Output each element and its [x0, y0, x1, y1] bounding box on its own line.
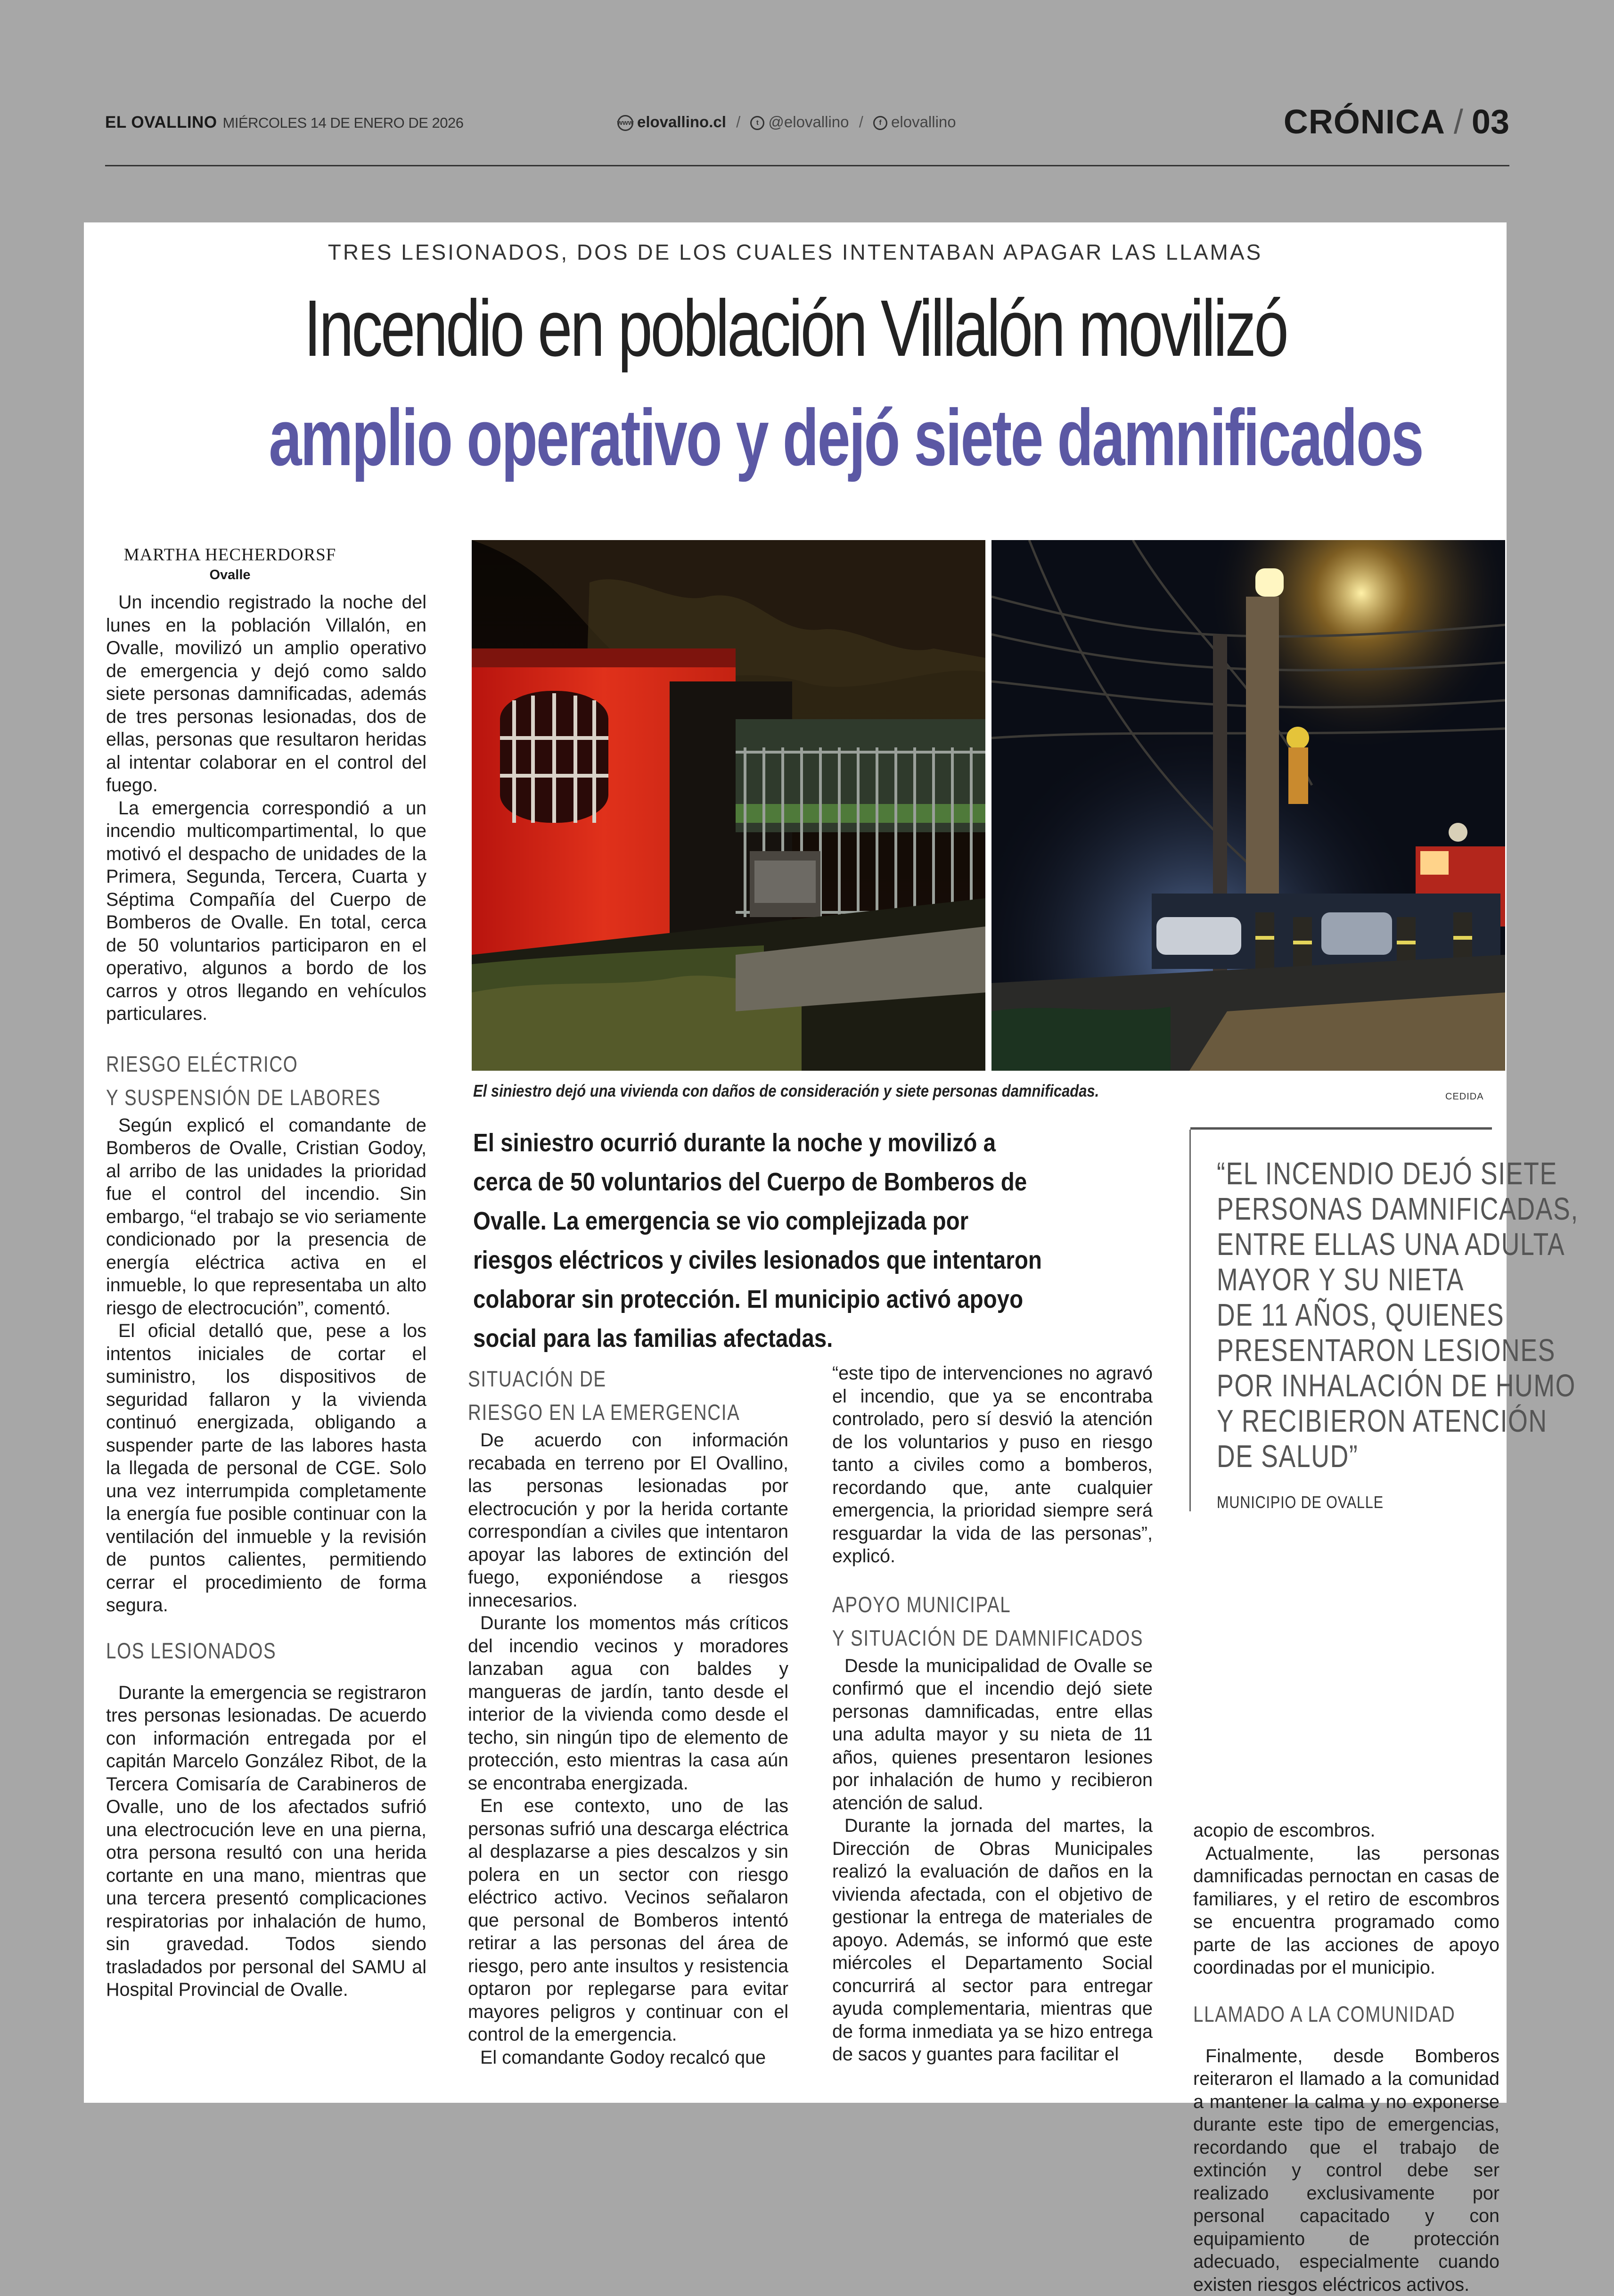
subheading: LLAMADO A LA COMUNIDAD [1193, 1997, 1444, 2031]
issue-date: MIÉRCOLES 14 DE ENERO DE 2026 [223, 115, 464, 131]
paragraph: acopio de escombros. [1193, 1819, 1499, 1842]
paragraph: Durante los momentos más críticos del incendio vecinos y moradores lanzaban agua con baldes y mangueras de jardín, tanto desde el interior de la vivienda como desde el techo, sin ningún tipo de elemento de protección, esto mientras la casa aún se encontraba energizada. [468, 1612, 788, 1795]
subheading: SITUACIÓN DE [468, 1362, 731, 1395]
masthead [105, 113, 464, 132]
headline-line-2: amplio operativo y dejó siete damnificados [269, 398, 1321, 478]
paragraph: Desde la municipalidad de Ovalle se confirmó que el incendio dejó siete personas damnificadas, entre ellas una adulta mayor y su nieta de 11 años, quienes presentaron lesiones por inhalación de humo y recibieron atención de salud. [832, 1655, 1153, 1815]
dateline-location: Ovalle [84, 567, 376, 583]
social-links: www elovallino.cl / t @elovallino / f elovallino [617, 113, 956, 131]
paragraph: “este tipo de intervenciones no agravó el incendio, que ya se encontraba controlado, pero sí desvió la atención de los voluntarios y puso en riesgo tanto a civiles como a bomberos, recordando que, ante cualquier emergencia, la prioridad siempre será resguardar la vida de las personas”, explicó. [832, 1362, 1153, 1568]
twitter-handle[interactable]: @elovallino [768, 113, 849, 131]
paragraph: Actualmente, las personas damnificadas pernoctan en casas de familiares, y el retiro de escombros se encuentra programado como parte de las acciones de apoyo coordinadas por el municipio. [1193, 1842, 1499, 1979]
paragraph: Durante la emergencia se registraron tres personas lesionadas. De acuerdo con información entregada por el capitán Marcelo González Ribot, de la Tercera Comisaría de Carabineros de Ovalle, uno de los afectados sufrió una electrocución leve en una pierna, otra persona resultó con una herida cortante en una mano, mientras que una tercera presentó complicaciones respiratorias por inhalación de humo, sin gravedad. Todos siendo trasladados por personal del SAMU al Hospital Provincial de Ovalle. [106, 1681, 426, 2001]
globe-icon: www [617, 115, 633, 131]
author: MARTHA HECHERDORSF [84, 545, 376, 565]
page-header [105, 105, 1509, 166]
subheading: RIESGO EN LA EMERGENCIA [468, 1395, 731, 1429]
paragraph: Finalmente, desde Bomberos reiteraron el llamado a la comunidad a mantener la calma y no exponerse durante este tipo de emergencias, recordando que el trabajo de extinción y control debe ser realizado exclusivamente por personal capacitado y con equipamiento de protección adecuado, especialmente cuando existen riesgos eléctricos activos. [1193, 2045, 1499, 2296]
section-label: CRÓNICA / 03 [1284, 103, 1509, 141]
article-card [84, 222, 1507, 2103]
paragraph: El comandante Godoy recalcó que [468, 2046, 788, 2069]
photo-firefighters-night [991, 540, 1505, 1071]
article-kicker: TRES LESIONADOS, DOS DE LOS CUALES INTENTABAN APAGAR LAS LLAMAS [84, 239, 1507, 265]
paragraph: Según explicó el comandante de Bomberos de Ovalle, Cristian Godoy, al arribo de las unidades la prioridad fue el control del incendio. Sin embargo, “el trabajo se vio seriamente condicionado por la presencia de energía eléctrica activa en el inmueble, lo que representaba un alto riesgo de electrocución”, comentó. [106, 1114, 426, 1320]
subheading: RIESGO ELÉCTRICO [106, 1047, 369, 1081]
section-name: CRÓNICA [1284, 103, 1445, 141]
photo-burned-house [472, 540, 985, 1071]
paragraph: Durante la jornada del martes, la Dirección de Obras Municipales realizó la evaluación de daños en la vivienda afectada, con el objetivo de gestionar la entrega de materiales de apoyo. Además, se informó que este miércoles el Departamento Social concurrirá al sector para entregar ayuda complementaria, mientras que de forma inmediata ya se hizo entrega de sacos y guantes para facilitar el [832, 1814, 1153, 2066]
website-link[interactable]: elovallino.cl [637, 113, 726, 131]
headline-line-1: Incendio en población Villalón movilizó [240, 288, 1350, 369]
subheading: Y SITUACIÓN DE DAMNIFICADOS [832, 1621, 1095, 1655]
column-4 [1193, 1819, 1499, 2296]
photo-pair [472, 540, 1505, 1071]
facebook-icon: f [873, 116, 887, 130]
subheading: Y SUSPENSIÓN DE LABORES [106, 1081, 369, 1114]
pull-quote [1190, 1127, 1492, 1130]
paragraph: La emergencia correspondió a un incendio multicompartimental, lo que motivó el despacho de unidades de la Primera, Segunda, Tercera, Cuarta y Séptima Compañía del Cuerpo de Bomberos de Ovalle. En total, cerca de 50 voluntarios participaron en el operativo, algunos a bordo de los carros y otros llegando en vehículos particulares. [106, 797, 426, 1025]
column-2 [468, 1362, 788, 2069]
subheading: APOYO MUNICIPAL [832, 1588, 1095, 1621]
page-number: 03 [1472, 103, 1509, 141]
twitter-icon: t [750, 116, 764, 130]
facebook-handle[interactable]: elovallino [891, 113, 956, 131]
paragraph: De acuerdo con información recabada en terreno por El Ovallino, las personas lesionadas por electrocución y por la herida cortante correspondían a civiles que intentaron apoyar las labores de extinción del fuego, exponiéndose a riesgos innecesarios. [468, 1429, 788, 1612]
lead-paragraph: El siniestro ocurrió durante la noche y movilizó a cerca de 50 voluntarios del Cuerpo de Bomberos de Ovalle. La emergencia se vio complejizada por riesgos eléctricos y civiles lesionados que intentaron colaborar sin protección. El municipio activó apoyo social para las familias afectadas. [473, 1123, 1054, 1358]
paragraph: Un incendio registrado la noche del lunes en la población Villalón, en Ovalle, movilizó un amplio operativo de emergencia y dejó como saldo siete personas damnificadas, además de tres personas lesionadas, dos de ellas, personas que resultaron heridas al intentar colaborar en el control del fuego. [106, 591, 426, 797]
paragraph: En ese contexto, uno de las personas sufrió una descarga eléctrica al desplazarse a pies descalzos y sin polera en un sector con riesgo eléctrico activo. Vecinos señalaron que personal de Bomberos intentó retirar a las personas del área de riesgo, pero ante insultos y resistencia optaron por replegarse para evitar mayores peligros y continuar con el control de la emergencia. [468, 1795, 788, 2046]
column-1 [106, 591, 426, 2001]
subheading: LOS LESIONADOS [106, 1634, 369, 1667]
photo-caption: El siniestro dejó una vivienda con daños de consideración y siete personas damnificadas. [473, 1081, 1099, 1101]
photo-credit: CEDIDA [1445, 1091, 1507, 1102]
paragraph: El oficial detalló que, pese a los intentos iniciales de cortar el suministro, los dispositivos de seguridad fallaron y la vivienda continuó energizada, obligando a suspender parte de las labores hasta la llegada de personal de CGE. Solo una vez interrumpida completamente la energía fue posible continuar con la ventilación del inmueble y la revisión de puntos calientes, permitiendo cerrar el procedimiento de forma segura. [106, 1320, 426, 1617]
paper-name: EL OVALLINO [105, 113, 217, 131]
column-3 [832, 1362, 1153, 2066]
quote-text: “EL INCENDIO DEJÓ SIETE PERSONAS DAMNIFICADAS, ENTRE ELLAS UNA ADULTA MAYOR Y SU NIETA DE 11 AÑOS, QUIENES PRESENTARON LESIONES POR INHALACIÓN DE HUMO Y RECIBIERON ATENCIÓN DE SALUD” [1217, 1156, 1503, 1474]
quote-source: MUNICIPIO DE OVALLE [1217, 1492, 1384, 1512]
